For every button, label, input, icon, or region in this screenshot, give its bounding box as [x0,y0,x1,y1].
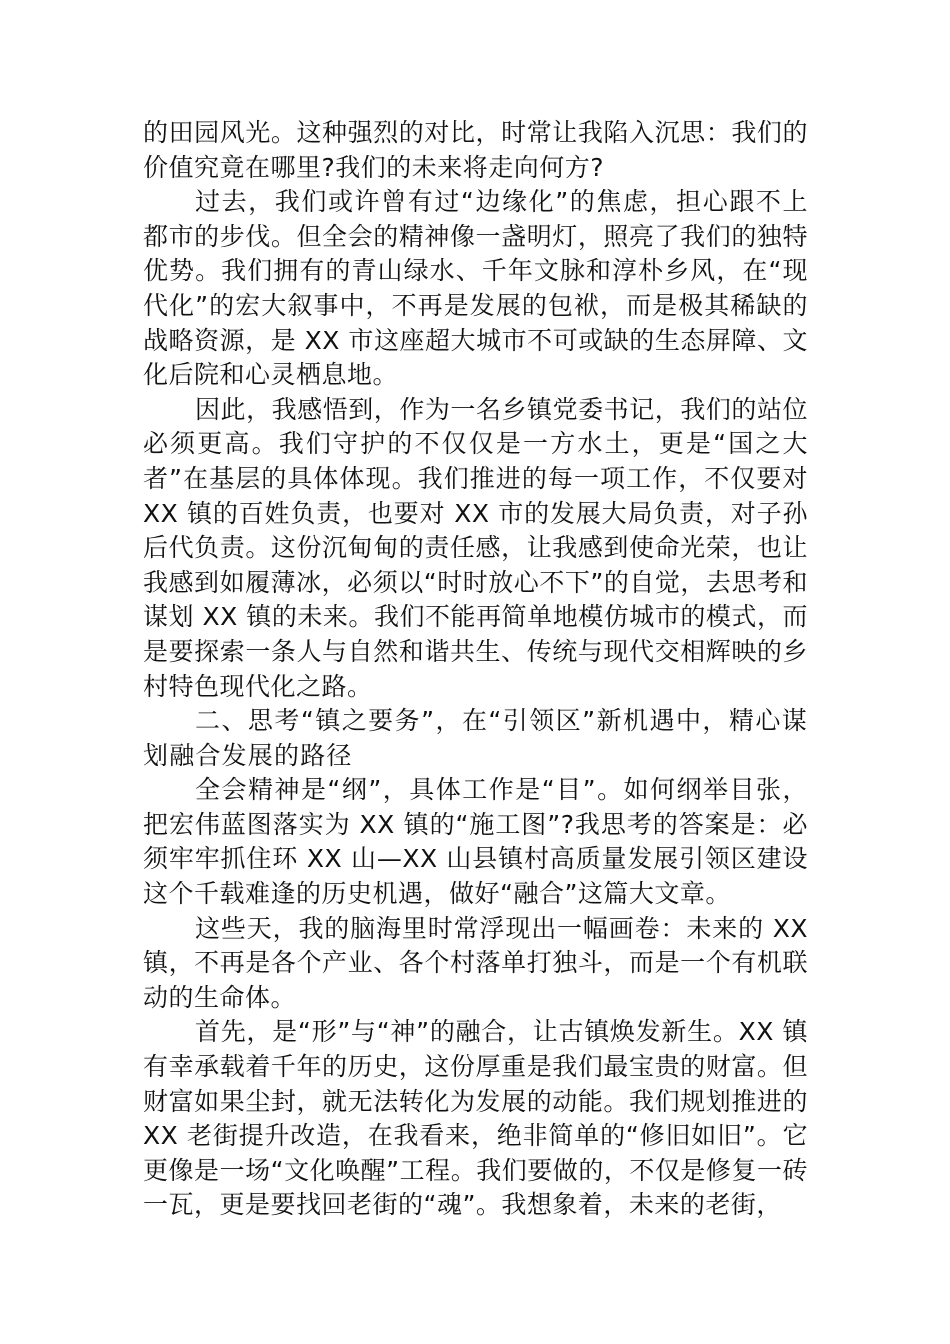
document-page [143,116,808,1223]
paragraph-marginalization: 过去，我们或许曾有过“边缘化”的焦虑，担心跟不上都市的步伐。但全会的精神像一盏明灯，照亮了我们的独特优势。我们拥有的青山绿水、千年文脉和淳朴乡风，在“现代化”的宏大叙事中，不再是发展的包袱，而是极其稀缺的战略资源，是 XX 市这座超大城市不可或缺的生态屏障、文化后院和心灵栖息地。 [143,187,808,390]
paragraph-blueprint: 全会精神是“纲”，具体工作是“目”。如何纲举目张，把宏伟蓝图落实为 XX 镇的“施工图”?我思考的答案是：必须牢牢抓住环 XX 山—XX 山县镇村高质量发展引领区建设这个千载难逢的历史机遇，做好“融合”这篇大文章。 [143,775,808,909]
paragraph-responsibility: 因此，我感悟到，作为一名乡镇党委书记，我们的站位必须更高。我们守护的不仅仅是一方水土，更是“国之大者”在基层的具体体现。我们推进的每一项工作，不仅要对 XX 镇的百姓负责，也要对 XX 市的发展大局负责，对子孙后代负责。这份沉甸甸的责任感，让我感到使命光荣，也让我感到如履薄冰，必须以“时时放心不下”的自觉，去思考和谋划 XX 镇的未来。我们不能再简单地模仿城市的模式，而是要探索一条人与自然和谐共生、传统与现代交相辉映的乡村特色现代化之路。 [143,394,808,701]
paragraph-old-street: 首先，是“形”与“神”的融合，让古镇焕发新生。XX 镇有幸承载着千年的历史，这份厚重是我们最宝贵的财富。但财富如果尘封，就无法转化为发展的动能。我们规划推进的 XX 老街提升改造，在我看来，绝非简单的“修旧如旧”。它更像是一场“文化唤醒”工程。我们要做的，不仅是修复一砖一瓦，更是要找回老街的“魂”。我想象着，未来的老街， [143,1017,808,1220]
paragraph-vision: 这些天，我的脑海里时常浮现出一幅画卷：未来的 XX 镇，不再是各个产业、各个村落单打独斗，而是一个有机联动的生命体。 [143,913,808,1012]
section-heading-two: 二、思考“镇之要务”，在“引领区”新机遇中，精心谋划融合发展的路径 [143,706,808,770]
paragraph-continuation: 的田园风光。这种强烈的对比，时常让我陷入沉思：我们的价值究竟在哪里?我们的未来将走向何方? [143,118,808,182]
